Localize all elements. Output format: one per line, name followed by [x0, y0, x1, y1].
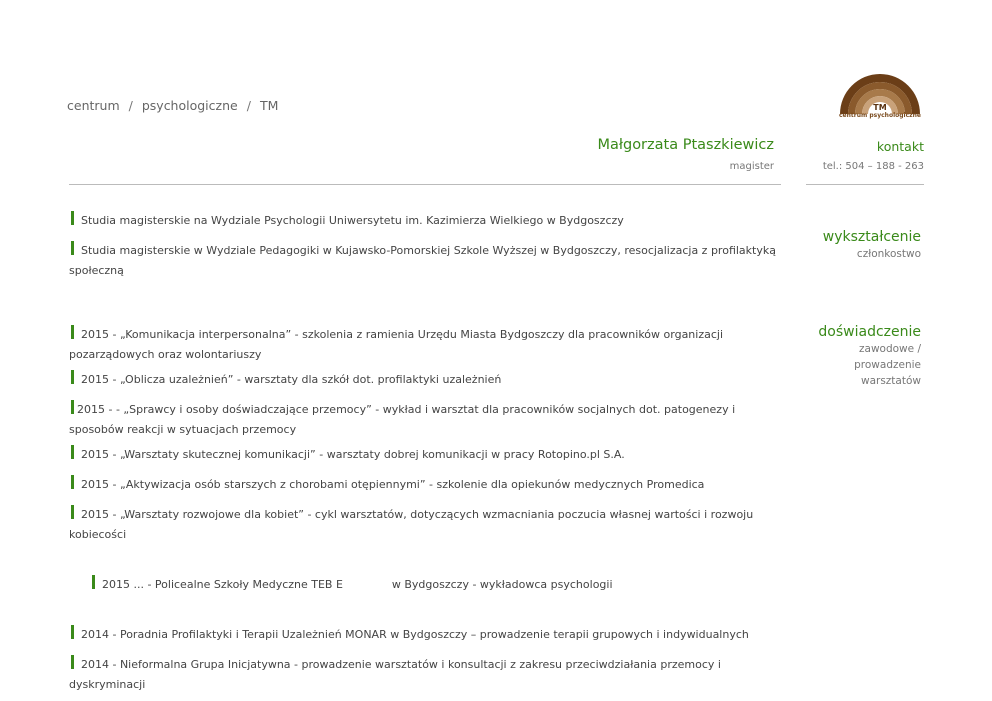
- breadcrumb-separator: /: [128, 98, 133, 113]
- list-item: [69, 445, 791, 465]
- breadcrumb-item-psychologiczne[interactable]: psychologiczne: [141, 98, 238, 113]
- sidebar-divider: [806, 184, 924, 185]
- experience-entry-text: 2015 - „Warsztaty rozwojowe dla kobiet” - cykl warsztatów, dotyczących wzmacniania poczucia własnej wartości i rozwoju kobiecości: [69, 508, 754, 541]
- list-item: [69, 400, 791, 440]
- education-entry-text: Studia magisterskie na Wydziale Psychologii Uniwersytetu im. Kazimierza Wielkiego w Bydgoszczy: [81, 214, 624, 227]
- experience-entry-text: 2015 - „Aktywizacja osób starszych z chorobami otępiennymi” - szkolenie dla opiekunów medycznych Promedica: [81, 478, 705, 491]
- bullet-bar-icon: [92, 575, 95, 589]
- logo-mark: TM: [873, 103, 887, 112]
- education-entry-text: Studia magisterskie w Wydziale Pedagogiki w Kujawsko-Pomorskiej Szkole Wyższej w Bydgoszczy, resocjalizacja z profilaktyką społeczną: [69, 244, 776, 277]
- experience-entry-text: 2014 - Nieformalna Grupa Inicjatywna - prowadzenie warsztatów i konsultacji z zakresu przeciwdziałania przemocy i dyskryminacji: [69, 658, 721, 691]
- experience-section: [69, 325, 791, 695]
- breadcrumb-item-tm[interactable]: TM: [259, 98, 279, 113]
- experience-entry-text: 2015 - „Komunikacja interpersonalna” - szkolenia z ramienia Urzędu Miasta Bydgoszczy dla pracowników organizacji pozarządowych oraz wolontariuszy: [69, 328, 724, 361]
- list-item: [69, 625, 791, 645]
- breadcrumb-item-centrum[interactable]: centrum: [67, 98, 120, 113]
- contact-link[interactable]: kontakt: [876, 139, 924, 154]
- list-item: [69, 211, 791, 231]
- breadcrumb-separator: /: [246, 98, 251, 113]
- bullet-bar-icon: [71, 445, 74, 459]
- education-section: [69, 211, 791, 281]
- bullet-bar-icon: [71, 625, 74, 639]
- header-divider: [69, 184, 781, 185]
- bullet-bar-icon: [71, 241, 74, 255]
- bullet-bar-icon: [71, 655, 74, 669]
- bullet-bar-icon: [71, 475, 74, 489]
- experience-entry-text: 2015 ... - Policealne Szkoły Medyczne TEB E w Bydgoszczy - wykładowca psychologii: [101, 578, 613, 591]
- list-item: [69, 475, 791, 495]
- bullet-bar-icon: [71, 325, 74, 339]
- experience-entry-text: 2014 - Poradnia Profilaktyki i Terapii Uzależnień MONAR w Bydgoszczy – prowadzenie terapii grupowych i indywidualnych: [81, 628, 749, 641]
- sidebar-item-membership[interactable]: członkostwo: [856, 248, 921, 260]
- breadcrumb: [67, 98, 278, 113]
- bullet-bar-icon: [71, 211, 74, 225]
- experience-entry-text: 2015 - „Oblicza uzależnień” - warsztaty dla szkół dot. profilaktyki uzależnień: [81, 373, 502, 386]
- logo-caption: centrum psychologiczne: [839, 112, 921, 119]
- list-item: [69, 241, 791, 281]
- sidebar-nav-experience: [818, 323, 921, 389]
- list-item: [69, 655, 791, 695]
- sidebar-item-education[interactable]: wykształcenie: [822, 229, 921, 245]
- sidebar-item-experience[interactable]: doświadczenie: [818, 324, 921, 340]
- list-item: [69, 555, 791, 615]
- experience-entry-text: 2015 - - „Sprawcy i osoby doświadczające przemocy” - wykład i warsztat dla pracowników socjalnych dot. patogenezy i sposobów reakcji w sytuacjach przemocy: [69, 403, 736, 436]
- bullet-bar-icon: [71, 400, 74, 414]
- sidebar-item-experience-sub[interactable]: zawodowe / prowadzenie warsztatów: [854, 343, 921, 387]
- person-name: Małgorzata Ptaszkiewicz: [597, 137, 774, 153]
- list-item: [69, 325, 791, 365]
- sidebar-nav-education: [823, 228, 921, 262]
- list-item: [69, 370, 791, 390]
- list-item: [69, 505, 791, 545]
- bullet-bar-icon: [71, 505, 74, 519]
- person-title: magister: [729, 161, 774, 172]
- experience-entry-text: 2015 - „Warsztaty skutecznej komunikacji” - warsztaty dobrej komunikacji w pracy Rotopino.pl S.A.: [81, 448, 625, 461]
- bullet-bar-icon: [71, 370, 74, 384]
- contact-phone: tel.: 504 – 188 - 263: [822, 161, 924, 172]
